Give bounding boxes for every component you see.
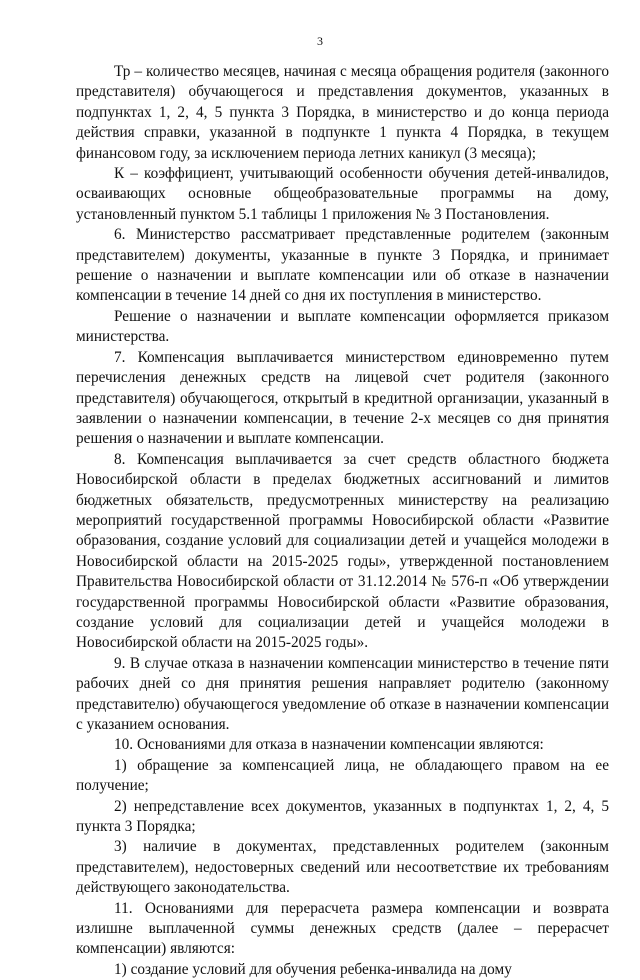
paragraph-8: 8. Компенсация выплачивается за счет средств областного бюджета Новосибирской области в пределах бюджетных ассигнований и лимитов бюджетных обязательств, предусмотренных министерству на реализацию мероприятий государственной программы Новосибирской области «Развитие образования, создание условий для социализации детей и учащейся молодежи в Новосибирской области на 2015-2025 годы», утвержденной постановлением Правительства Новосибирской области от 31.12.2014 № 576-п «Об утверждении государственной программы Новосибирской области «Развитие образования, создание условий для социализации детей и учащейся молодежи в Новосибирской области на 2015-2025 годы». <box>76 450 609 652</box>
paragraph-7: 7. Компенсация выплачивается министерством единовременно путем перечисления денежных средств на лицевой счет родителя (законного представителя) обучающегося, открытый в кредитной организации, указанный в заявлении о назначении компенсации, в течение 2-х месяцев со дня принятия решения о назначении и выплате компенсации. <box>76 348 609 448</box>
page-number: 3 <box>317 34 323 48</box>
paragraph-k-definition: К – коэффициент, учитывающий особенности обучения детей-инвалидов, осваивающих основные общеобразовательные программы на дому, установленный пунктом 5.1 таблицы 1 приложения № 3 Постановления. <box>76 165 609 223</box>
paragraph-10-item-3: 3) наличие в документах, представленных родителем (законным представителем), недостоверных сведений или несоответствие их требованиям действующего законодательства. <box>76 838 609 897</box>
paragraph-11-item-1: 1) создание условий для обучения ребенка-инвалида на дому <box>114 960 512 978</box>
paragraph-10: 10. Основаниями для отказа в назначении компенсации являются: <box>114 736 544 754</box>
paragraph-6-decision: Решение о назначении и выплате компенсации оформляется приказом министерства. <box>76 307 609 346</box>
paragraph-tr-definition: Тр – количество месяцев, начиная с месяца обращения родителя (законного представителя) обучающегося и представления документов, указанных в подпунктах 1, 2, 4, 5 пункта 3 Порядка, в министерство и до конца периода действия справки, указанной в подпункте 1 пункта 4 Порядка, в текущем финансовом году, за исключением периода летних каникул (3 месяца); <box>76 63 609 162</box>
document-body <box>76 62 609 980</box>
paragraph-10-item-1: 1) обращение за компенсацией лица, не обладающего правом на ее получение; <box>76 756 609 795</box>
paragraph-9: 9. В случае отказа в назначении компенсации министерство в течение пяти рабочих дней со дня принятия решения направляет родителю (законному представителю) обучающегося уведомление об отказе в назначении компенсации с указанием основания. <box>76 654 609 733</box>
paragraph-6: 6. Министерство рассматривает представленные родителем (законным представителем) документы, указанные в пункте 3 Порядка, и принимает решение о назначении и выплате компенсации или об отказе в назначении компенсации в течение 14 дней со дня их поступления в министерство. <box>76 226 609 305</box>
paragraph-10-item-2: 2) непредставление всех документов, указанных в подпунктах 1, 2, 4, 5 пункта 3 Порядка; <box>76 797 609 836</box>
paragraph-11: 11. Основаниями для перерасчета размера компенсации и возврата излишне выплаченной суммы денежных средств (далее – перерасчет компенсации) являются: <box>76 899 609 958</box>
